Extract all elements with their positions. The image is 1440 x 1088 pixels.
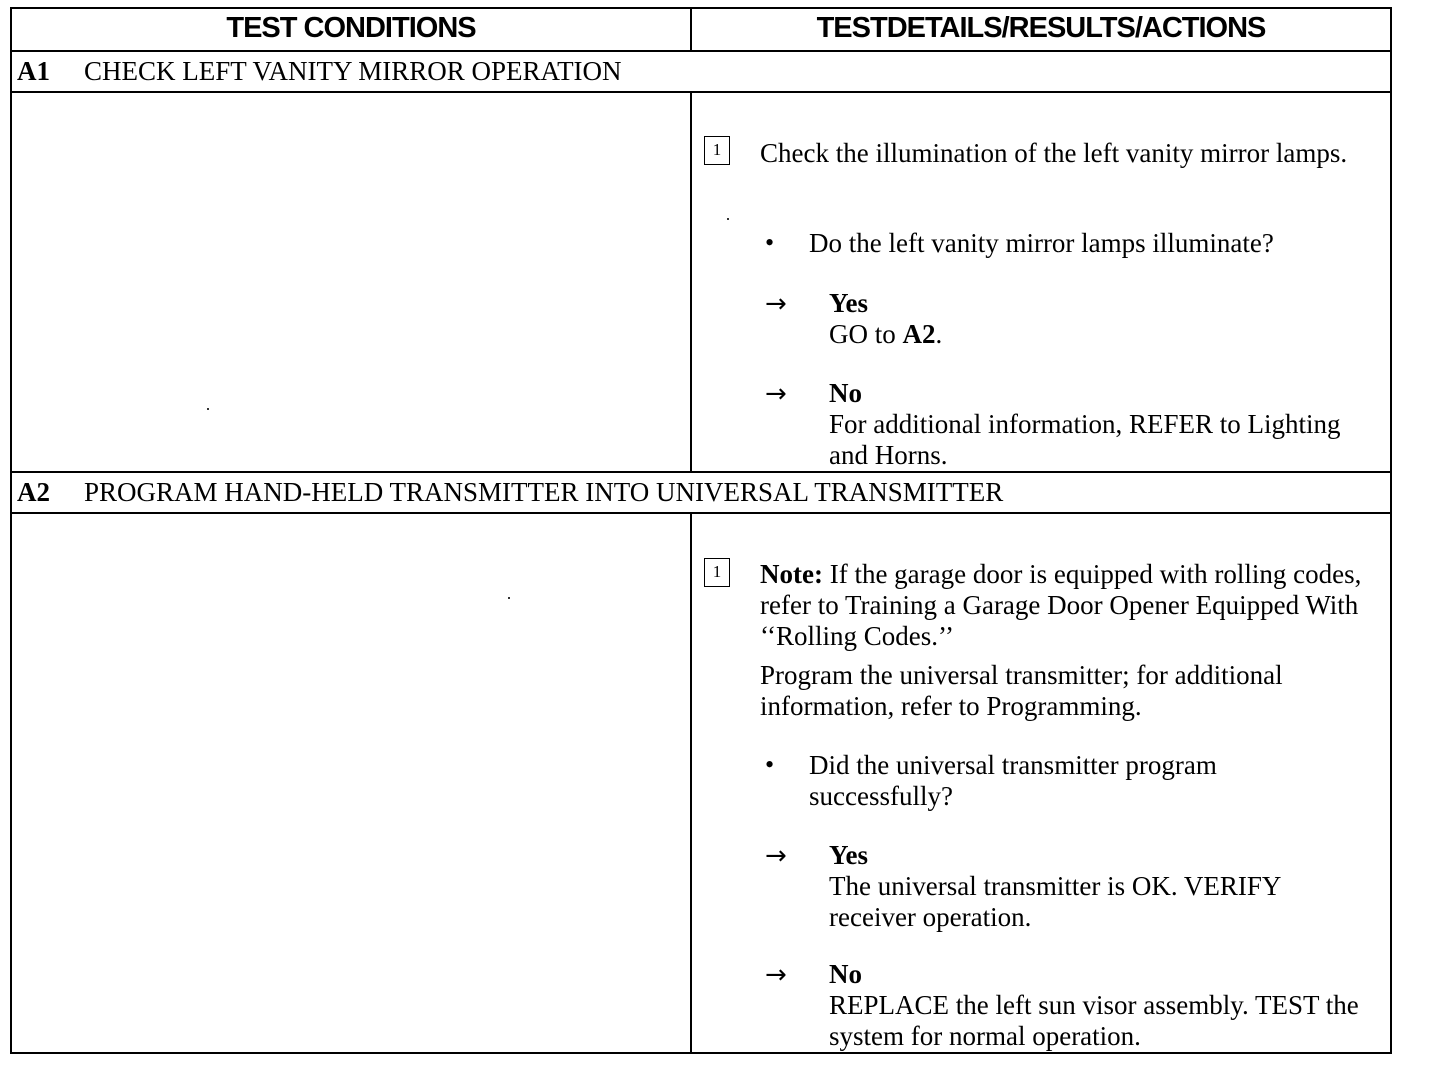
- scan-speck: [207, 408, 209, 410]
- no-result: [829, 959, 1385, 1052]
- section-title: CHECK LEFT VANITY MIRROR OPERATION: [84, 56, 622, 86]
- step-note: [760, 559, 1370, 652]
- column-divider: [690, 514, 692, 1054]
- step-question: Do the left vanity mirror lamps illuminate?: [809, 228, 1274, 258]
- no-result: [829, 378, 1349, 471]
- section-number: A2: [17, 477, 50, 507]
- arrow-right-icon: →: [765, 960, 787, 990]
- arrow-right-icon: →: [765, 841, 787, 871]
- step-instruction: Check the illumination of the left vanity mirror lamps.: [760, 138, 1348, 168]
- step-instruction: Program the universal transmitter; for additional information, refer to Programming.: [760, 660, 1283, 721]
- step-number-box: 1: [704, 136, 730, 165]
- column-header-test-details: TESTDETAILS/RESULTS/ACTIONS: [816, 12, 1266, 44]
- bullet-icon: •: [765, 750, 775, 779]
- scan-speck: [727, 218, 729, 220]
- yes-result: [829, 288, 1369, 350]
- yes-result: [829, 840, 1369, 933]
- yes-label: Yes: [829, 840, 868, 870]
- scan-speck: [508, 597, 510, 599]
- yes-action: The universal transmitter is OK. VERIFY receiver operation.: [829, 871, 1281, 932]
- section-title-a2: [17, 477, 1003, 508]
- section-title: PROGRAM HAND-HELD TRANSMITTER INTO UNIVERSAL TRANSMITTER: [84, 477, 1004, 507]
- row-divider: [10, 91, 1392, 93]
- section-number: A1: [17, 56, 50, 86]
- no-label: No: [829, 378, 862, 408]
- row-divider: [10, 471, 1392, 473]
- no-label: No: [829, 959, 862, 989]
- no-action: REPLACE the left sun visor assembly. TEST the system for normal operation.: [829, 990, 1359, 1051]
- no-action: For additional information, REFER to Lighting and Horns.: [829, 409, 1341, 470]
- column-header-test-conditions: TEST CONDITIONS: [226, 12, 476, 44]
- row-divider: [10, 50, 1392, 52]
- arrow-right-icon: →: [765, 289, 787, 319]
- arrow-right-icon: →: [765, 379, 787, 409]
- section-title-a1: [17, 56, 622, 87]
- step-question: Did the universal transmitter program successfully?: [809, 750, 1217, 811]
- yes-action: GO to A2.: [829, 319, 943, 349]
- bullet-icon: •: [765, 228, 775, 257]
- yes-label: Yes: [829, 288, 868, 318]
- row-divider: [10, 512, 1392, 514]
- column-divider: [690, 93, 692, 473]
- step-number-box: 1: [704, 558, 730, 587]
- note-label: Note:: [760, 559, 823, 589]
- note-text: If the garage door is equipped with rolling codes, refer to Training a Garage Door Opener Equipped With ‘‘Rolling Codes.’’: [760, 559, 1362, 651]
